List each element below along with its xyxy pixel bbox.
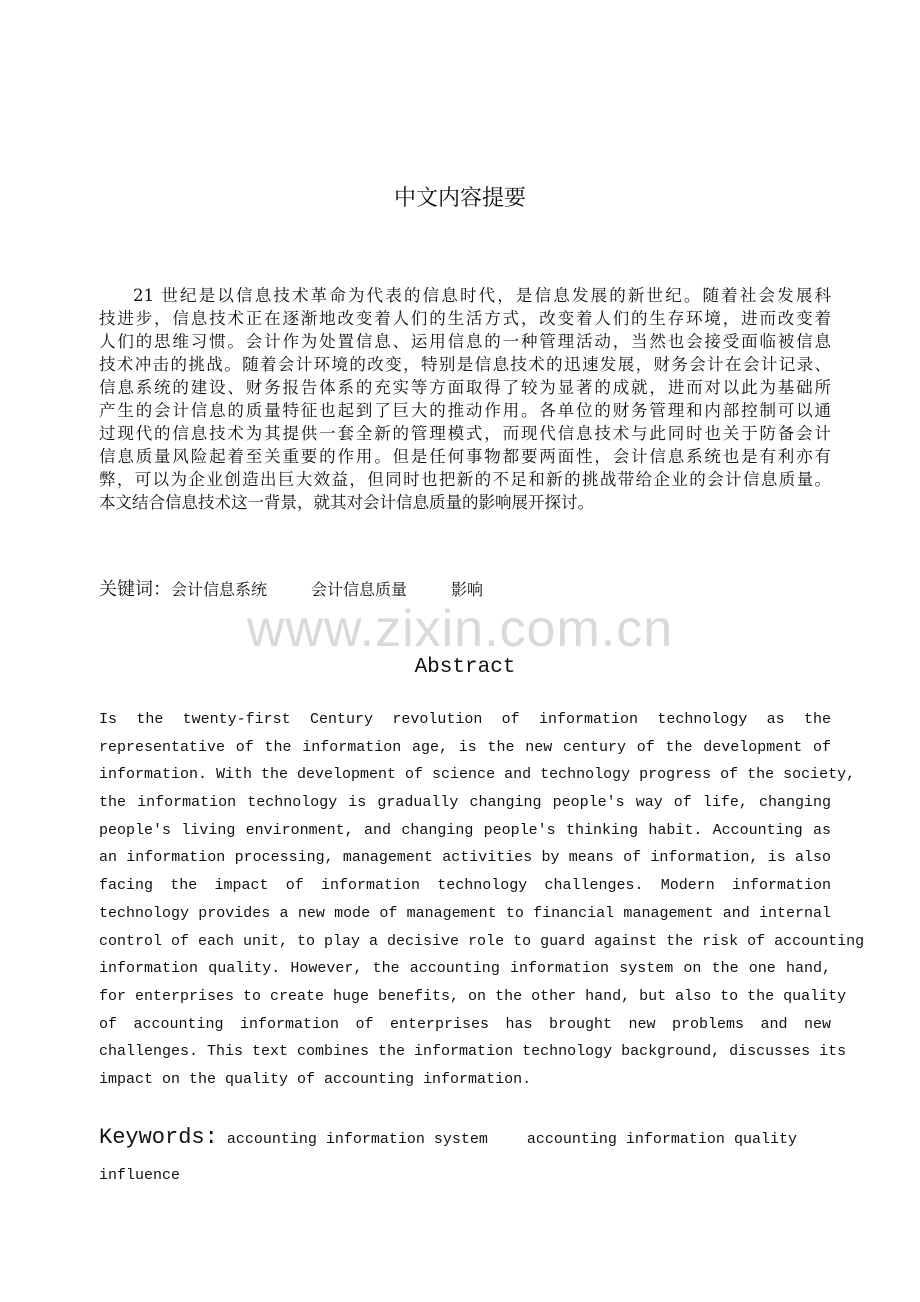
keyword: accounting information quality [526,1131,797,1148]
text-line: of accounting information of enterprises has brought new problems and new [99,1015,831,1033]
keyword: accounting information system [226,1131,488,1148]
english-keywords [99,1120,839,1194]
text-line: people's living environment, and changing people's thinking habit. Accounting as [99,821,831,839]
text-line: 过现代的信息技术为其提供一套全新的管理模式，而现代信息技术与此同时也关于防备会计 [99,424,831,443]
text-line: 信息系统的建设、财务报告体系的充实等方面取得了较为显著的成就，进而对以此为基础所 [99,378,831,397]
text-line: an information processing, management activities by means of information, is also [99,849,831,867]
text-line: 技进步，信息技术正在逐渐地改变着人们的生活方式，改变着人们的生存环境，进而改变着 [99,309,831,328]
text-line: impact on the quality of accounting information. [99,1070,532,1088]
text-line: 本文结合信息技术这一背景，就其对会计信息质量的影响展开探讨。 [99,493,594,512]
text-line: 人们的思维习惯。会计作为处置信息、运用信息的一种管理活动，当然也会接受面临被信息 [99,332,831,351]
text-line: 产生的会计信息的质量特征也起到了巨大的推动作用。各单位的财务管理和内部控制可以通 [99,401,831,420]
keyword: 会计信息质量 [311,580,408,599]
keyword: 影响 [451,580,484,599]
watermark: www.zixin.com.cn [246,600,674,658]
text-line: facing the impact of information technology challenges. Modern information [99,877,831,895]
text-line: information quality. However, the accounting information system on the one hand, [99,960,831,978]
text-line: representative of the information age, is the new century of the development of [99,738,831,756]
text-line: 技术冲击的挑战。随着会计环境的改变，特别是信息技术的迅速发展，财务会计在会计记录、 [99,355,831,374]
text-line: for enterprises to create huge benefits, on the other hand, but also to the quality [99,987,847,1005]
text-line: 21 世纪是以信息技术革命为代表的信息时代，是信息发展的新世纪。随着社会发展科 [133,286,831,305]
chinese-keywords [99,578,527,602]
chinese-abstract-title: 中文内容提要 [393,186,526,211]
keywords-label: 关键词： [99,579,171,600]
keyword: influence [99,1167,181,1184]
english-abstract-body [99,706,865,1094]
text-line: Is the twenty-first Century revolution of information technology as the [99,711,831,728]
text-line: technology provides a new mode of management to financial management and internal [99,904,831,922]
text-line: control of each unit, to play a decisive role to guard against the risk of accounting [99,932,865,950]
text-line: the information technology is gradually changing people's way of life, changing [99,794,831,812]
text-line: information. With the development of science and technology progress of the society, [99,766,856,784]
english-abstract-title: Abstract [414,656,516,679]
text-line: challenges. This text combines the information technology background, discusses its [99,1043,847,1061]
text-line: 弊，可以为企业创造出巨大效益，但同时也把新的不足和新的挑战带给企业的会计信息质量。 [99,470,831,489]
keywords-label: Keywords: [99,1125,218,1150]
text-line: 信息质量风险起着至关重要的作用。但是任何事物都要两面性，会计信息系统也是有利亦有 [99,447,831,466]
keyword: 会计信息系统 [171,580,268,599]
chinese-abstract-body [99,284,831,514]
